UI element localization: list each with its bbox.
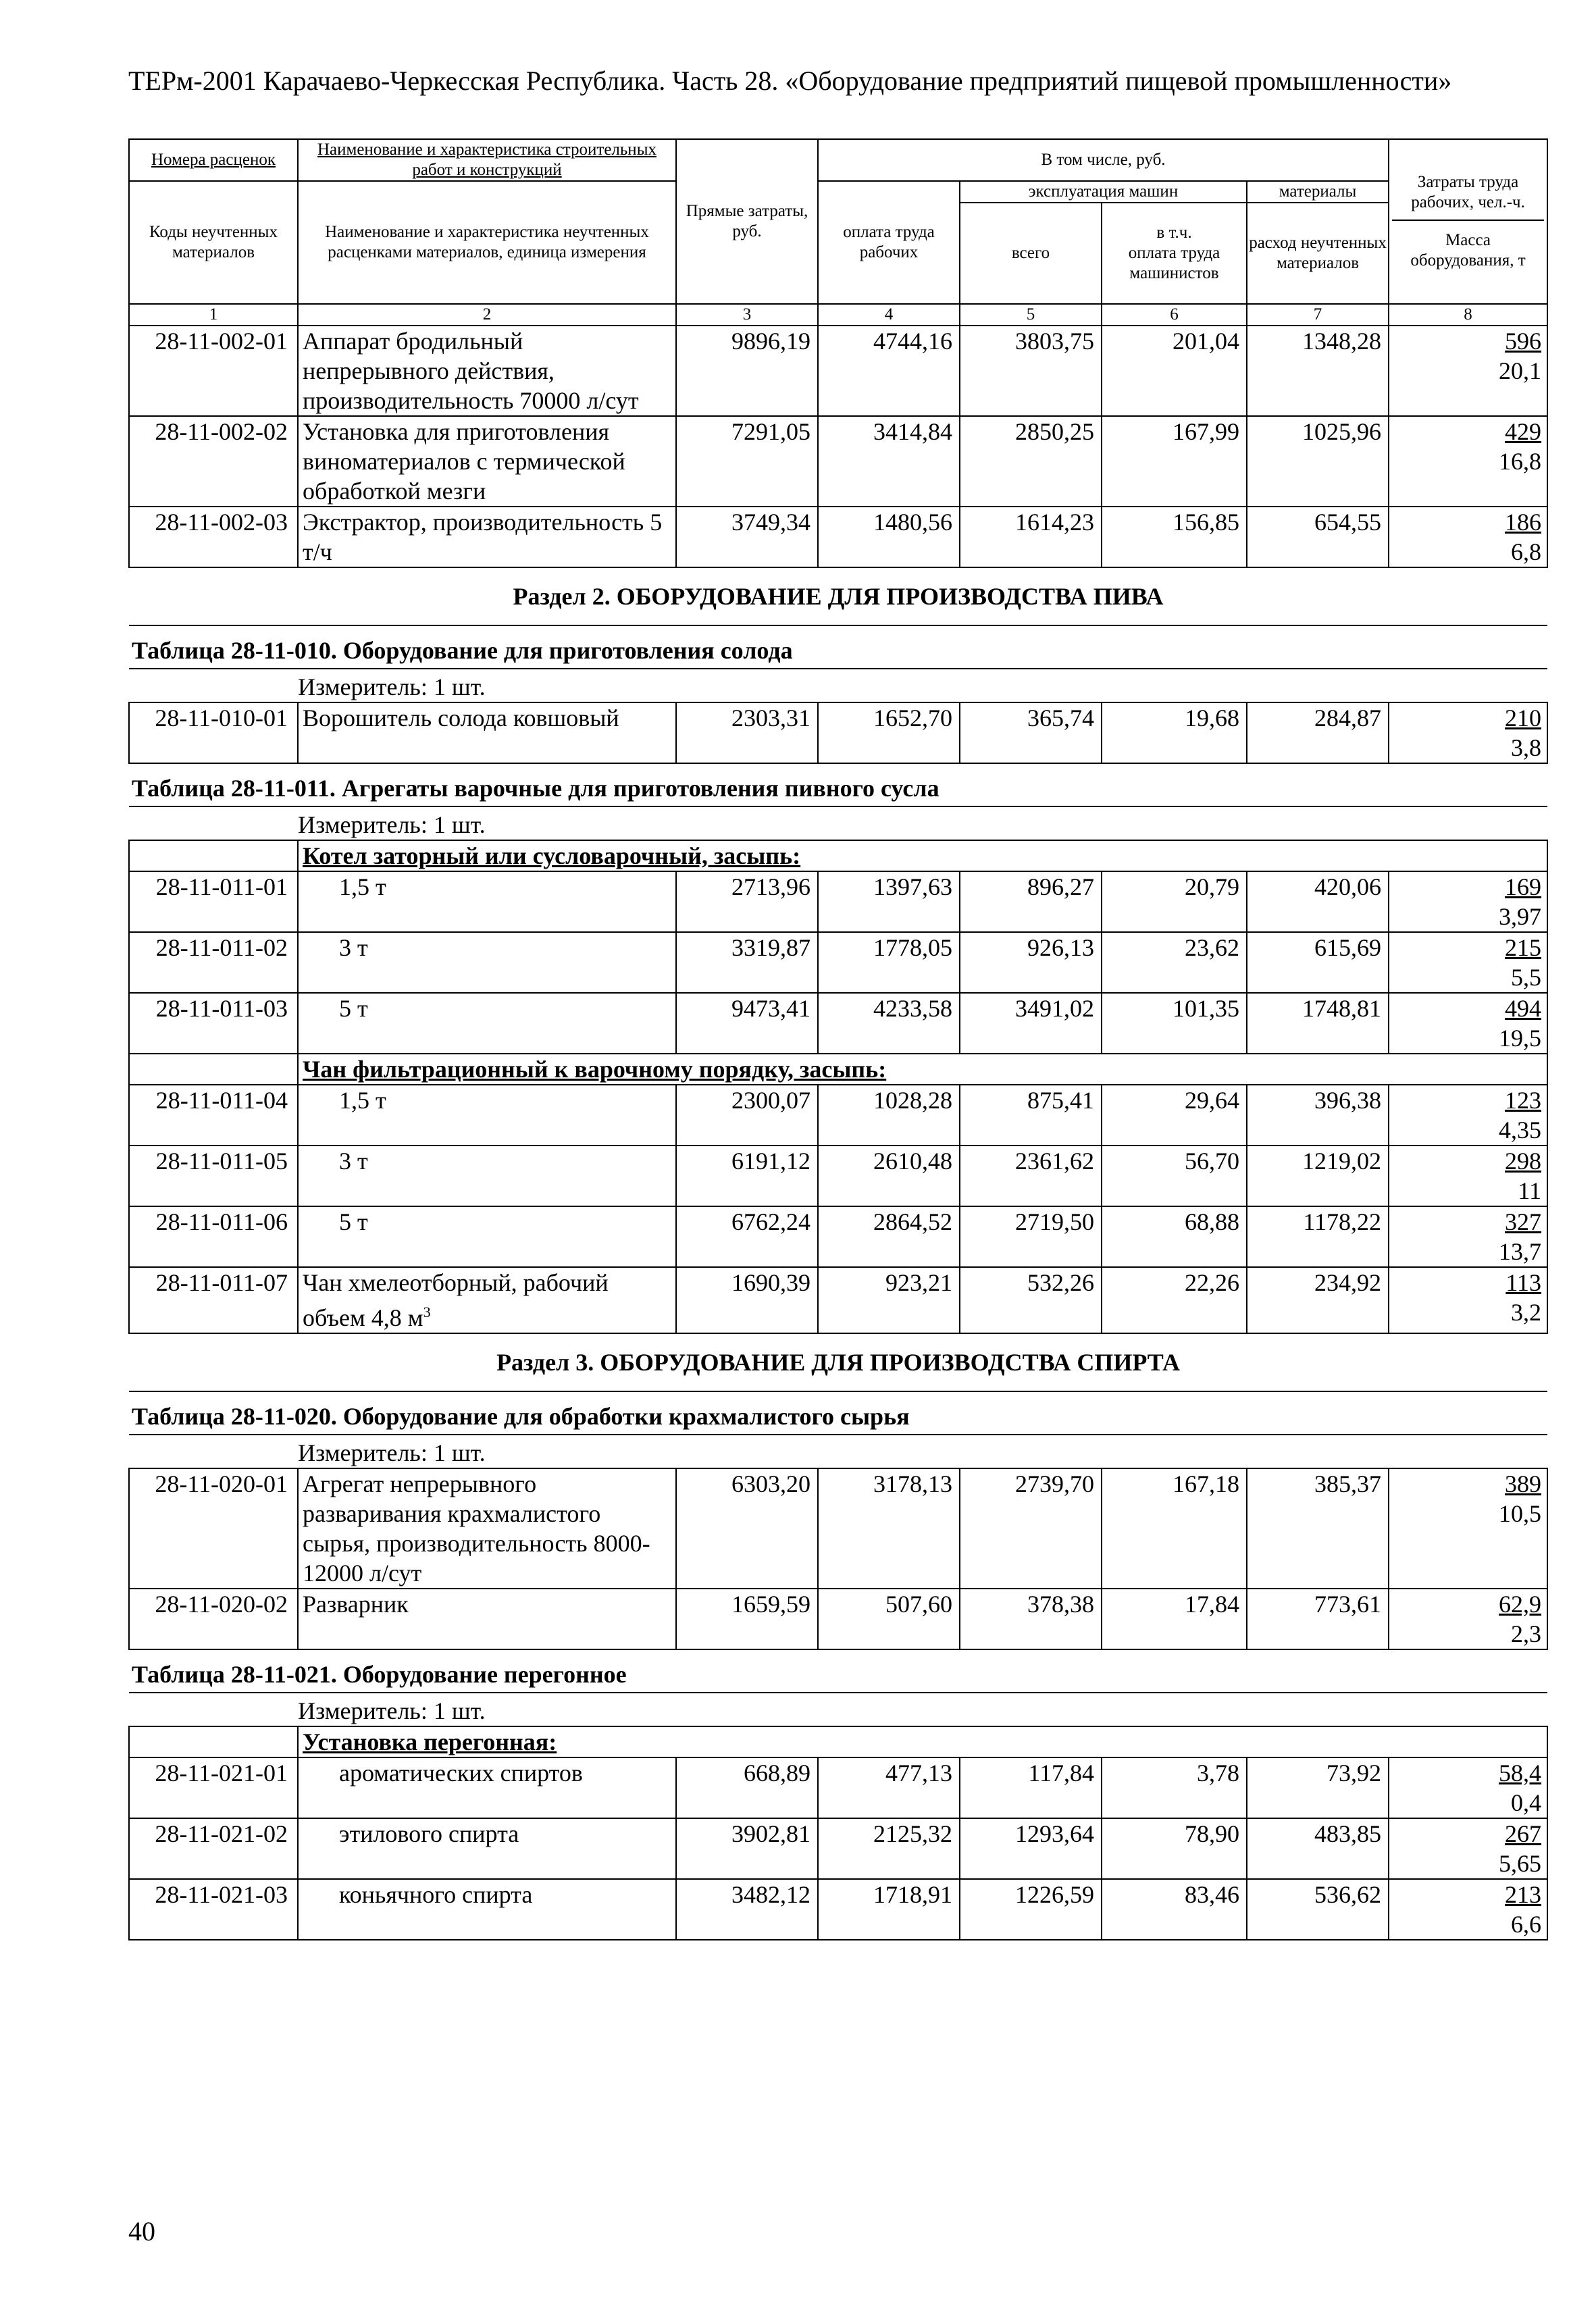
table-row: 28-11-002-03 Экстрактор, производительность 5 т/ч 3749,34 1480,56 1614,23 156,85 654,55 186 6,8 bbox=[129, 507, 1547, 567]
table-row: 28-11-011-02 3 т 3319,87 1778,05 926,13 23,62 615,69 215 5,5 bbox=[129, 932, 1547, 993]
table-row: 28-11-010-01 Ворошитель солода ковшовый 2303,31 1652,70 365,74 19,68 284,87 210 3,8 bbox=[129, 702, 1547, 763]
table-title-28-11-020: Таблица 28-11-020. Оборудование для обработки крахмалистого сырья bbox=[129, 1391, 1547, 1435]
col-mach-wage-header: в т.ч. оплата труда машинистов bbox=[1102, 203, 1247, 304]
table-row: 28-11-020-02 Разварник 1659,59 507,60 378,38 17,84 773,61 62,9 2,3 bbox=[129, 1589, 1547, 1649]
group-heading: Котел заторный или сусловарочный, засыпь: bbox=[298, 840, 1547, 871]
group-heading: Чан фильтрационный к варочному порядку, засыпь: bbox=[298, 1054, 1547, 1085]
col-labor-header: Затраты труда рабочих, чел.-ч. Масса оборудования, т bbox=[1389, 139, 1547, 304]
document-title: ТЕРм-2001 Карачаево-Черкесская Республика. Часть 28. «Оборудование предприятий пищевой промышленности» bbox=[128, 66, 1452, 96]
unit-label: Измеритель: 1 шт. bbox=[298, 1435, 1547, 1468]
table-row: 28-11-011-05 3 т 6191,12 2610,48 2361,62 56,70 1219,02 298 11 bbox=[129, 1146, 1547, 1206]
unit-label: Измеритель: 1 шт. bbox=[298, 669, 1547, 702]
unit-label: Измеритель: 1 шт. bbox=[298, 806, 1547, 840]
col-machines-header: эксплуатация машин bbox=[960, 181, 1247, 203]
table-row: 28-11-011-07 Чан хмелеотборный, рабочий объем 4,8 $м^3$ 1690,39 923,21 532,26 22,26 234,92 113 3,2 bbox=[129, 1267, 1547, 1333]
col-mat-code-header: Коды неучтенных материалов bbox=[129, 181, 298, 304]
col-code-header: Номера расценок bbox=[129, 139, 298, 181]
col-including-header: В том числе, руб. bbox=[818, 139, 1389, 181]
table-row: 28-11-021-02 этилового спирта 3902,81 2125,32 1293,64 78,90 483,85 267 5,65 bbox=[129, 1818, 1547, 1879]
table-title-28-11-021: Таблица 28-11-021. Оборудование перегонное bbox=[129, 1649, 1547, 1693]
header-row-1 bbox=[129, 139, 1547, 181]
col-mat-name-header: Наименование и характеристика неучтенных расценками материалов, единица измерения bbox=[298, 181, 676, 304]
header-row-2 bbox=[129, 181, 1547, 203]
table-row: 28-11-020-01 Агрегат непрерывного разваривания крахмалистого сырья, производительность 8000-12000 л/сут 6303,20 3178,13 2739,70 167,18 385,37 389 10,5 bbox=[129, 1468, 1547, 1589]
group-heading: Установка перегонная: bbox=[298, 1726, 1547, 1757]
table-title-28-11-010: Таблица 28-11-010. Оборудование для приготовления солода bbox=[129, 625, 1547, 669]
section-3-title: Раздел 3. ОБОРУДОВАНИЕ ДЛЯ ПРОИЗВОДСТВА СПИРТА bbox=[129, 1333, 1547, 1391]
table-row: 28-11-011-04 1,5 т 2300,07 1028,28 875,41 29,64 396,38 123 4,35 bbox=[129, 1085, 1547, 1146]
unit-label: Измеритель: 1 шт. bbox=[298, 1693, 1547, 1726]
table-title-28-11-011: Таблица 28-11-011. Агрегаты варочные для приготовления пивного сусла bbox=[129, 763, 1547, 806]
column-numbers-row: 1 2 3 4 5 6 7 8 bbox=[129, 304, 1547, 326]
col-materials-header: материалы bbox=[1247, 181, 1389, 203]
table-row: 28-11-011-06 5 т 6762,24 2864,52 2719,50 68,88 1178,22 327 13,7 bbox=[129, 1206, 1547, 1267]
table-row: 28-11-011-01 1,5 т 2713,96 1397,63 896,27 20,79 420,06 169 3,97 bbox=[129, 871, 1547, 932]
table-row: 28-11-002-02 Установка для приготовления виноматериалов с термической обработкой мезги 7291,05 3414,84 2850,25 167,99 1025,96 429 16,8 bbox=[129, 416, 1547, 507]
rates-table bbox=[128, 138, 1548, 1940]
col-mach-total-header: всего bbox=[960, 203, 1102, 304]
table-row: 28-11-021-03 коньячного спирта 3482,12 1718,91 1226,59 83,46 536,62 213 6,6 bbox=[129, 1879, 1547, 1940]
section-2-title: Раздел 2. ОБОРУДОВАНИЕ ДЛЯ ПРОИЗВОДСТВА ПИВА bbox=[129, 567, 1547, 625]
table-row: 28-11-011-03 5 т 9473,41 4233,58 3491,02 101,35 1748,81 494 19,5 bbox=[129, 993, 1547, 1054]
table-row: 28-11-002-01 Аппарат бродильный непрерывного действия, производительность 70000 л/сут 9896,19 4744,16 3803,75 201,04 1348,28 596 20,1 bbox=[129, 326, 1547, 416]
col-wage-header: оплата труда рабочих bbox=[818, 181, 960, 304]
col-direct-header: Прямые затраты, руб. bbox=[676, 139, 818, 304]
col-mat-use-header: расход неучтенных материалов bbox=[1247, 203, 1389, 304]
table-row: 28-11-021-01 ароматических спиртов 668,89 477,13 117,84 3,78 73,92 58,4 0,4 bbox=[129, 1757, 1547, 1818]
page-number: 40 bbox=[128, 2216, 155, 2246]
col-name-header: Наименование и характеристика строительных работ и конструкций bbox=[298, 139, 676, 181]
